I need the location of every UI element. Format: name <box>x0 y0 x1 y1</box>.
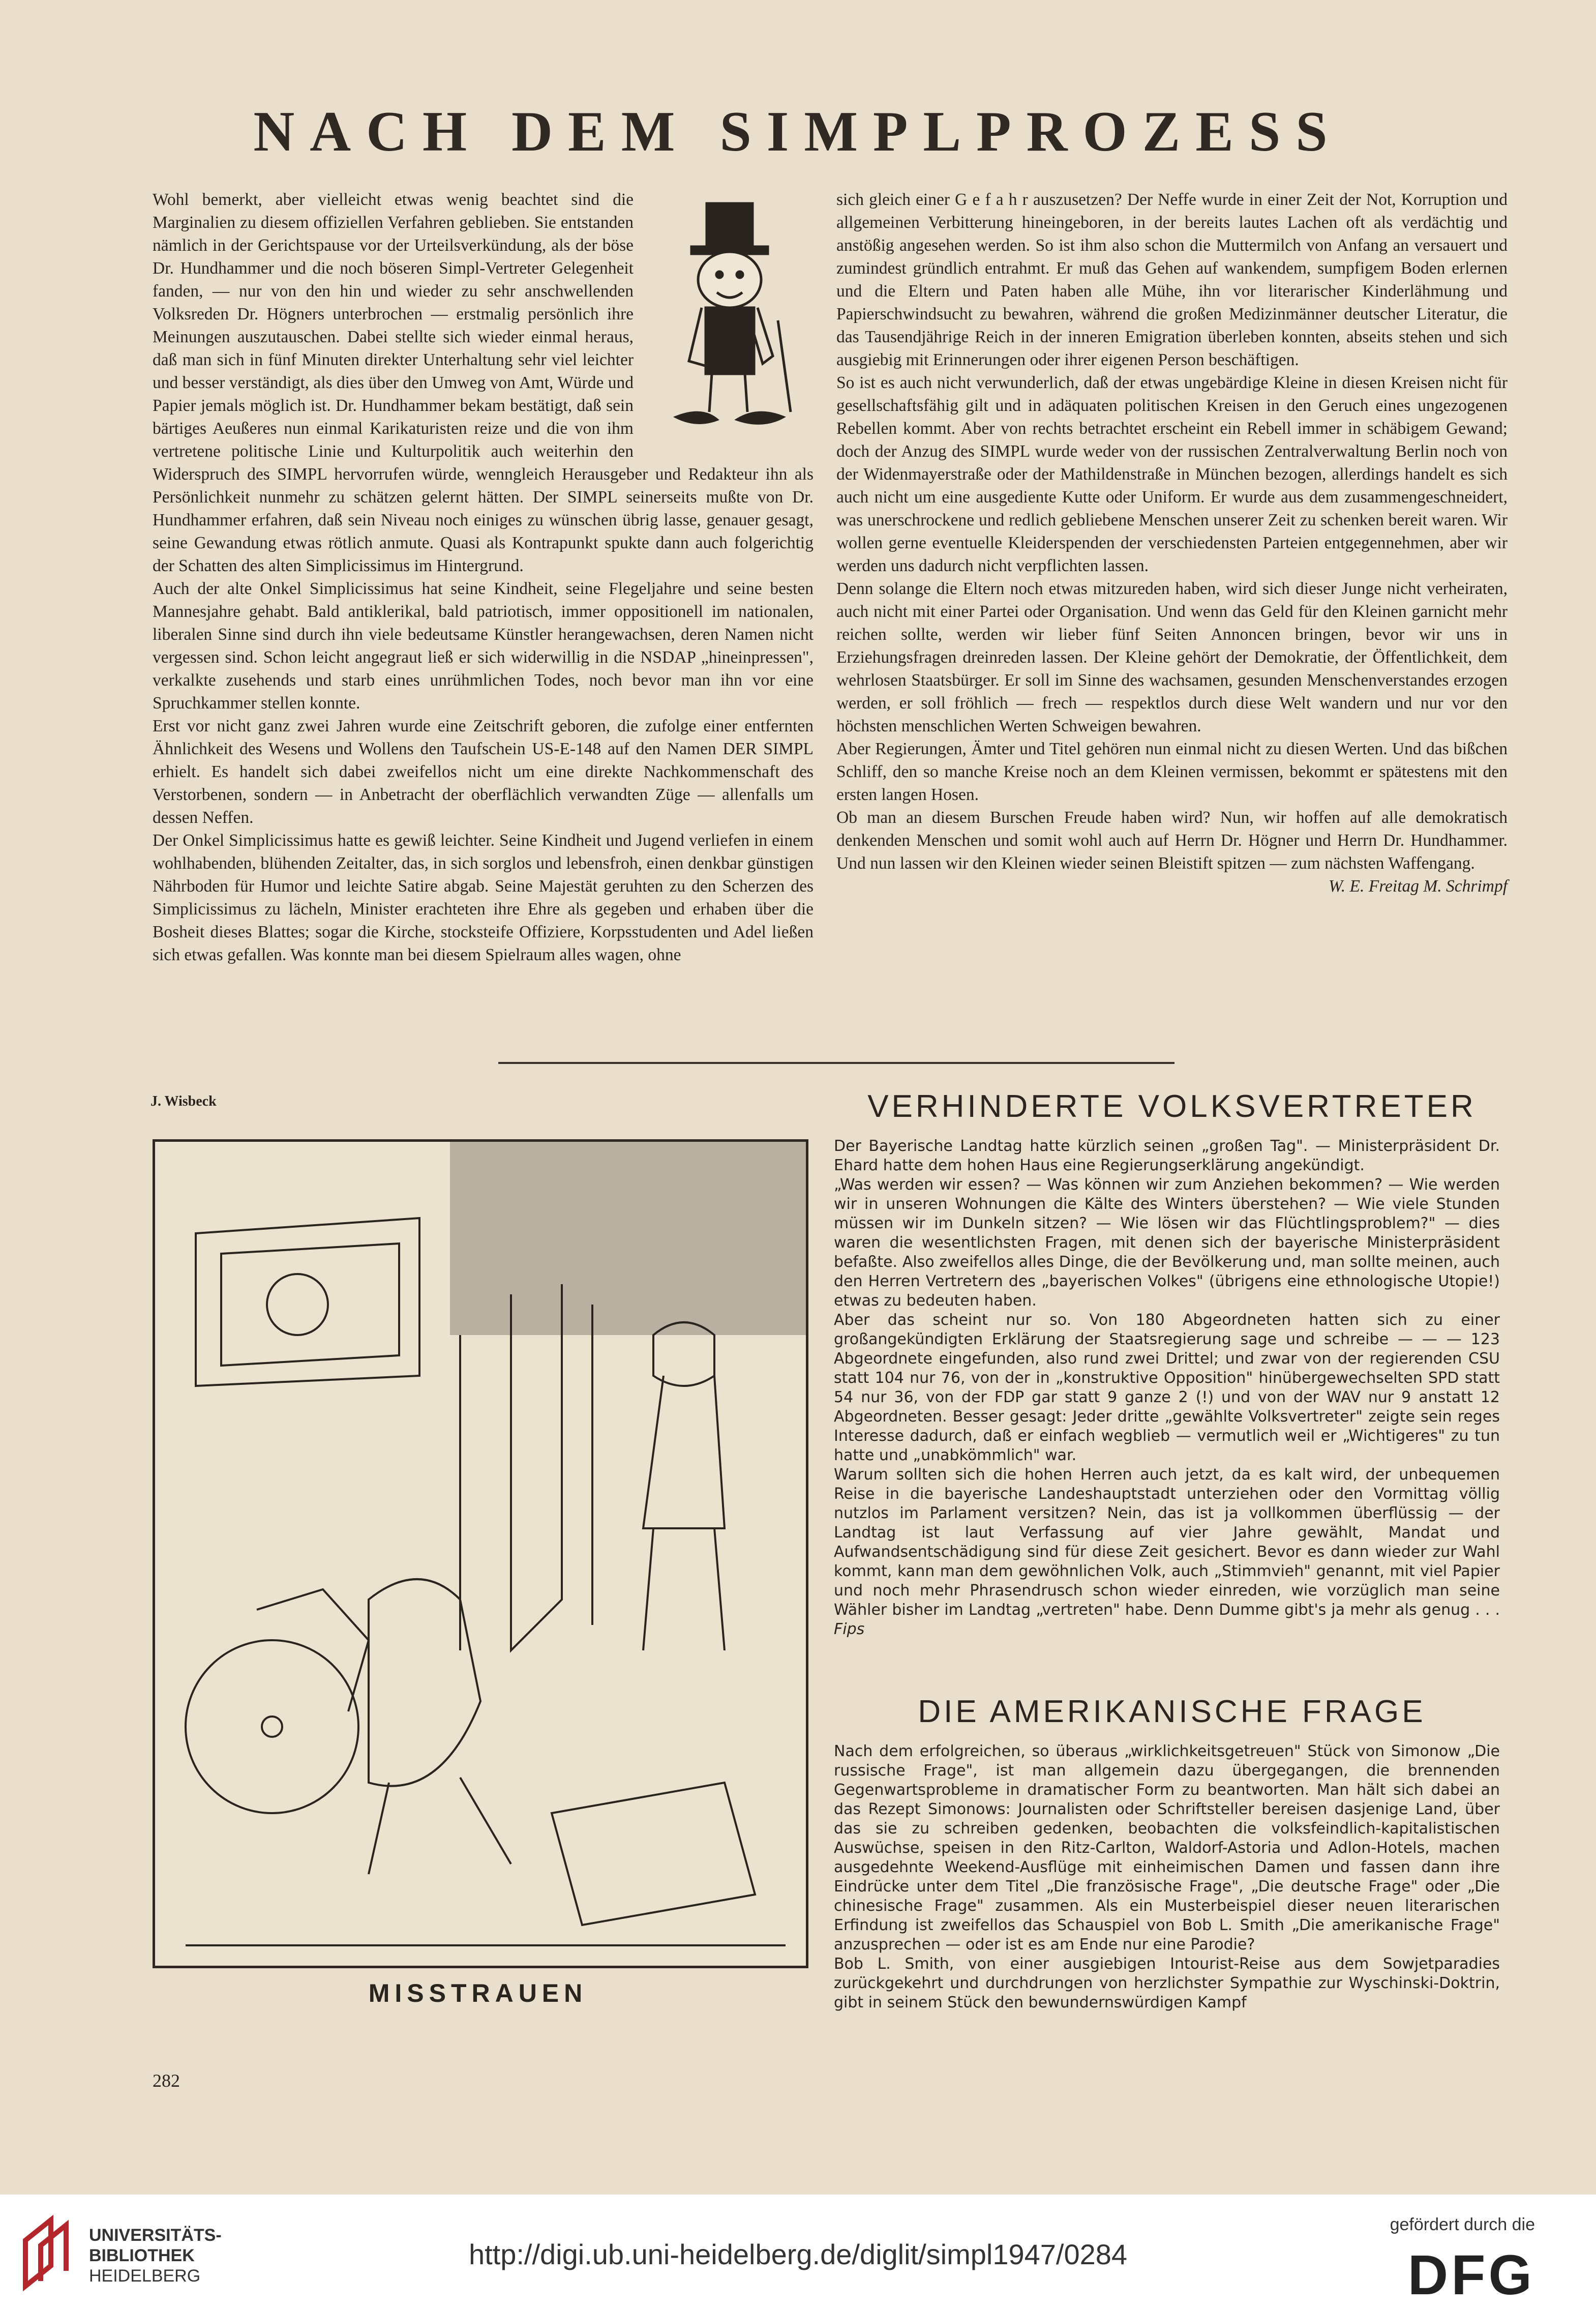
article-paragraph: So ist es auch nicht verwunderlich, daß der etwas ungebärdige Kleine in diesen Kreisen nicht für gesellschaftsfähig gilt und in adäquaten politischen Kreisen in den Geruch eines ungezogenen Rebellen kommt. Aber von rechts betrachtet erscheint ein Rebell immer in schäbigem Gewand; doch der Anzug des SIMPL wurde weder von der russischen Zentralverwaltung Berlin noch von der Widenmayerstraße oder der Mathildenstraße in München bezogen, allerdings handelt es sich auch nicht um eine ausgediente Kutte oder Uniform. Er wurde aus dem zusammengeschneidert, was unerschrockene und redlich gebliebene Menschen unserer Zeit zu schenken bereit waren. Wir wollen gerne eventuelle Kleiderspenden der verschiedensten Parteien entgegennehmen, aber wir werden uns dadurch nicht verpflichten lassen. <box>836 373 1508 575</box>
section-signature: Fips <box>834 1620 865 1638</box>
viewer-footer <box>0 2195 1596 2309</box>
section-paragraph: Der Bayerische Landtag hatte kürzlich seinen „großen Tag". — Ministerpräsident Dr. Ehard hatte dem hohen Haus eine Regierungserklärung angekündigt. <box>834 1137 1500 1174</box>
document-url-link[interactable]: http://digi.ub.uni-heidelberg.de/diglit/simpl1947/0284 <box>468 2238 1128 2270</box>
section-paragraph: „Was werden wir essen? — Was können wir zum Anziehen bekommen? — Wie werden wir in unseren Wohnungen die Kälte des Winters überstehen? — Wie viele Stunden müssen wir im Dunkeln sitzen? — Wie lösen wir das Flüchtlingsproblem?" — dies waren die wesentlichsten Fragen, mit denen sich der bayerische Ministerpräsident befaßte. Also zweifellos alles Dinge, die der Bevölkerung und, man sollte meinen, auch den Herren Vertretern des „bayerischen Volkes" (übrigens eine ethnologische Utopie!) etwas zu bedeuten haben. <box>834 1176 1500 1310</box>
section-title: DIE AMERIKANISCHE FRAGE <box>918 1694 1426 1729</box>
article-paragraph: Ob man an diesem Burschen Freude haben wird? Nun, wir hoffen auf alle demokratisch denkenden Menschen und somit wohl auch auf Herrn Dr. Högner und Herrn Dr. Hundhammer. Und nun lassen wir den Kleinen wieder seinen Bleistift spitzen — zum nächsten Waffengang. <box>836 808 1508 873</box>
dfg-logo: DFG <box>1407 2244 1535 2306</box>
section-body <box>834 1137 1500 1639</box>
article-paragraph: Denn solange die Eltern noch etwas mitzureden haben, wird sich dieser Junge nicht verheiraten, auch nicht mit einer Partei oder Organisation. Und wenn das Geld für den Kleinen garnicht mehr reichen sollte, werden wir lieber fünf Seiten Annoncen bringen, bevor wir uns in Erziehungsfragen dreinreden lassen. Der Kleine gehört der Demokratie, der Öffentlichkeit, dem wehrlosen Staatsbürger. Er soll im Sinne des wachsamen, gesunden Menschenverstandes erzogen werden, er soll fröhlich — frech — respektlos durch diese Welt wandern und nur vor den höchsten menschlichen Werten Schweigen bewahren. <box>836 579 1508 735</box>
cartoon-drawing <box>153 1139 808 1968</box>
section-paragraph: Bob L. Smith, von einer ausgiebigen Intourist-Reise aus dem Sowjetparadies zurückgekehrt und durchdrungen von herzlichster Sympathie zur Wyschinski-Doktrin, gibt in seinem Stück den bewundernswürdigen Kampf <box>834 1955 1500 2011</box>
section-paragraph: Aber das scheint nur so. Von 180 Abgeordneten hatten sich zu einer großangekündigten Erklärung der Staatsregierung sage und schreibe — — — 123 Abgeordnete eingefunden, also rund zwei Drittel; und zwar von der regierenden CSU statt 104 nur 76, von der in „konstruktive Opposition" hinübergewechselten SPD statt 54 nur 36, von der FDP gar statt 9 ganze 2 (!) und von der WAV nur 9 anstatt 12 Abgeordneten. Besser gesagt: Jeder dritte „gewählte Volksvertreter" zeigte sein reges Interesse dadurch, daß er einfach wegblieb — vermutlich weil er „Wichtigeres" zu tun hatte und „unabkömmlich" war. <box>834 1311 1500 1464</box>
university-library-name: UNIVERSITÄTS- BIBLIOTHEK HEIDELBERG <box>89 2226 222 2286</box>
simpl-mascot-illustration <box>646 193 814 437</box>
page-number: 282 <box>153 2070 180 2091</box>
article-title: NACH DEM SIMPLPROZESS <box>253 100 1343 163</box>
article-paragraph: Aber Regierungen, Ämter und Titel gehören nun einmal nicht zu diesen Werten. Und das bißchen Schliff, den so manche Kreise noch an dem Kleinen vermissen, bekommt er spätestens mit den ersten langen Hosen. <box>836 739 1508 804</box>
section-body <box>834 1742 1500 2012</box>
article-paragraph: Der Onkel Simplicissimus hatte es gewiß leichter. Seine Kindheit und Jugend verliefen in einem wohlhabenden, blühenden Zeitalter, das, in sich sorglos und lebensfroh, einen denkbar günstigen Nährboden für Humor und leichte Satire abgab. Seine Majestät geruhten zu den Scherzen des Simplicissimus zu lächeln, Minister erachteten ihre Ehre als gegeben und erhaben über die Bosheit dieses Blattes; sogar die Kirche, stocksteife Offiziere, Korpsstudenten und Adel ließen sich etwas gefallen. Was konnte man bei diesem Spielraum alles wagen, ohne <box>153 831 814 964</box>
article-paragraph: Wohl bemerkt, aber vielleicht etwas wenig beachtet sind die Marginalien zu diesem offiziellen Verfahren geblieben. Sie entstanden nämlich in der Gerichtspause vor der Urteilsverkündung, als der böse Dr. Hundhammer und die noch böseren Simpl-Vertreter Gelegenheit fanden, — nur von den hin und wieder zu sehr anschwellenden Volksreden Dr. Högners unterbrochen — erstmalig persönlich ihre Meinungen auszutauschen. Dabei stellte sich wieder einmal heraus, daß man sich in fünf Minuten direkter Unterhaltung sehr viel leichter und besser verständigt, als dies über den Umweg von Amt, Würde und Papier jemals möglich ist. Dr. Hundhammer bekam bestätigt, daß sein bärtiges Aeußeres nun einmal Karikaturisten reize und die von ihm vertretene politische Linie und Kulturpolitik auch weiterhin den Widerspruch des SIMPL hervorrufen würde, wenngleich Herausgeber und Redakteur ihn als Persönlichkeit nunmehr zu schätzen gelernt hätten. Der SIMPL seinerseits mußte von Dr. Hundhammer erfahren, daß sein Niveau noch einiges zu wünschen übrig lasse, genauer gesagt, seine Gewandung etwas rötlich anmute. Quasi als Kontrapunkt spukte dann auch folgerichtig der Schatten des alten Simplicissimus im Hintergrund. <box>153 190 814 575</box>
article-column-left <box>153 188 814 966</box>
funder-label: gefördert durch die <box>1390 2215 1535 2234</box>
section-paragraph-text: Warum sollten sich die hohen Herren auch jetzt, da es kalt wird, der unbequemen Reise in die bayerische Landeshauptstadt unterziehen oder den Vormittag völlig nutzlos im Parlament versitzen? Nein, das ist ja vollkommen überflüssig — der Landtag ist laut Verfassung auf vier Jahre gewählt, Mandat und Aufwandsentschädigung sind für diese Zeit gesichert. Bevor es dann wieder zur Wahl kommt, kann man dem gewöhnlichen Volk, auch „Stimmvieh" genannt, mit viel Papier und noch mehr Phrasendrusch schon wieder einreden, wie vorzüglich man seine Wähler bisher im Landtag „vertreten" habe. Denn Dumme gibt's ja mehr als genug . . . <box>834 1466 1500 1619</box>
article-paragraph: Erst vor nicht ganz zwei Jahren wurde eine Zeitschrift geboren, die zufolge einer entfernten Ähnlichkeit des Wesens und Wollens den Taufschein US-E-148 auf den Namen DER SIMPL erhielt. Es handelt sich dabei zweifellos nicht um eine direkte Nachkommenschaft des Verstorbenen, sondern — in Anbetracht der oberflächlich verwandten Züge — allenfalls um dessen Neffen. <box>153 717 814 827</box>
article-paragraph: sich gleich einer G e f a h r auszusetzen? Der Neffe wurde in einer Zeit der Not, Korruption und allgemeinen Verbitterung hineingeboren, in der bereits lautes Lachen oft als verdächtig und anstößig angesehen werden. So ist ihm also schon die Muttermilch von Anfang an versauert und zumindest gründlich entrahmt. Er muß das Gehen auf wankendem, sumpfigem Boden erlernen und die Eltern und Paten haben alle Mühe, ihn vor literarischer Kinderlähmung und Papierschwindsucht zu bewahren, während die großen Medizinmänner deutscher Literatur, die das Tausendjährige Reich in der inneren Emigration überleben konnten, abseits stehen und sich ausgiebig mit Erinnerungen oder ihrer eigenen Person beschäftigen. <box>836 190 1508 369</box>
section-paragraph: Nach dem erfolgreichen, so überaus „wirklichkeitsgetreuen" Stück von Simonow „Die russische Frage", ist man allgemein dazu übergegangen, die brennenden Gegenwartsprobleme in dramatischer Form zu beantworten. Man hält sich dabei an das Rezept Simonows: Journalisten oder Schriftsteller bereisen dasjenige Land, über das sie zu schreiben gedenken, beobachten die volksfeindlich-kapitalistischen Auswüchse, speisen in den Ritz-Carlton, Waldorf-Astoria und Adlon-Hotels, machen ausgedehnte Weekend-Ausflüge mit einheimischen Damen und fassen dann ihre Eindrücke unter dem Titel „Die französische Frage", „Die deutsche Frage" oder „Die chinesische Frage" zusammen. Als ein Musterbeispiel dieser neuen literarischen Erfindung ist zweifellos das Schauspiel von Bob L. Smith „Die amerikanische Frage" anzusprechen — oder ist es am Ende nur eine Parodie? <box>834 1742 1500 1953</box>
section-paragraph <box>834 1465 1500 1639</box>
cartoon-caption: MISSTRAUEN <box>368 1979 588 2007</box>
cartoon-artist: J. Wisbeck <box>150 1093 217 1109</box>
article-column-right <box>836 188 1508 898</box>
article-signature: W. E. Freitag M. Schrimpf <box>1328 877 1508 896</box>
section-divider <box>498 1062 1175 1064</box>
section-title: VERHINDERTE VOLKSVERTRETER <box>867 1089 1477 1124</box>
article-paragraph: Auch der alte Onkel Simplicissimus hat seine Kindheit, seine Flegeljahre und seine besten Mannesjahre gehabt. Bald antiklerikal, bald patriotisch, immer oppositionell im nationalen, liberalen Sinne sind durch ihn viele bedeutsame Künstler herangewachsen, deren Namen nicht vergessen sind. Schon leicht angegraut ließ er sich widerwillig in die NSDAP „hineinpressen", verkalkte zusehends und starb eines unrühmlichen Todes, noch bevor man ihn vor eine Spruchkammer stellen konnte. <box>153 579 814 713</box>
